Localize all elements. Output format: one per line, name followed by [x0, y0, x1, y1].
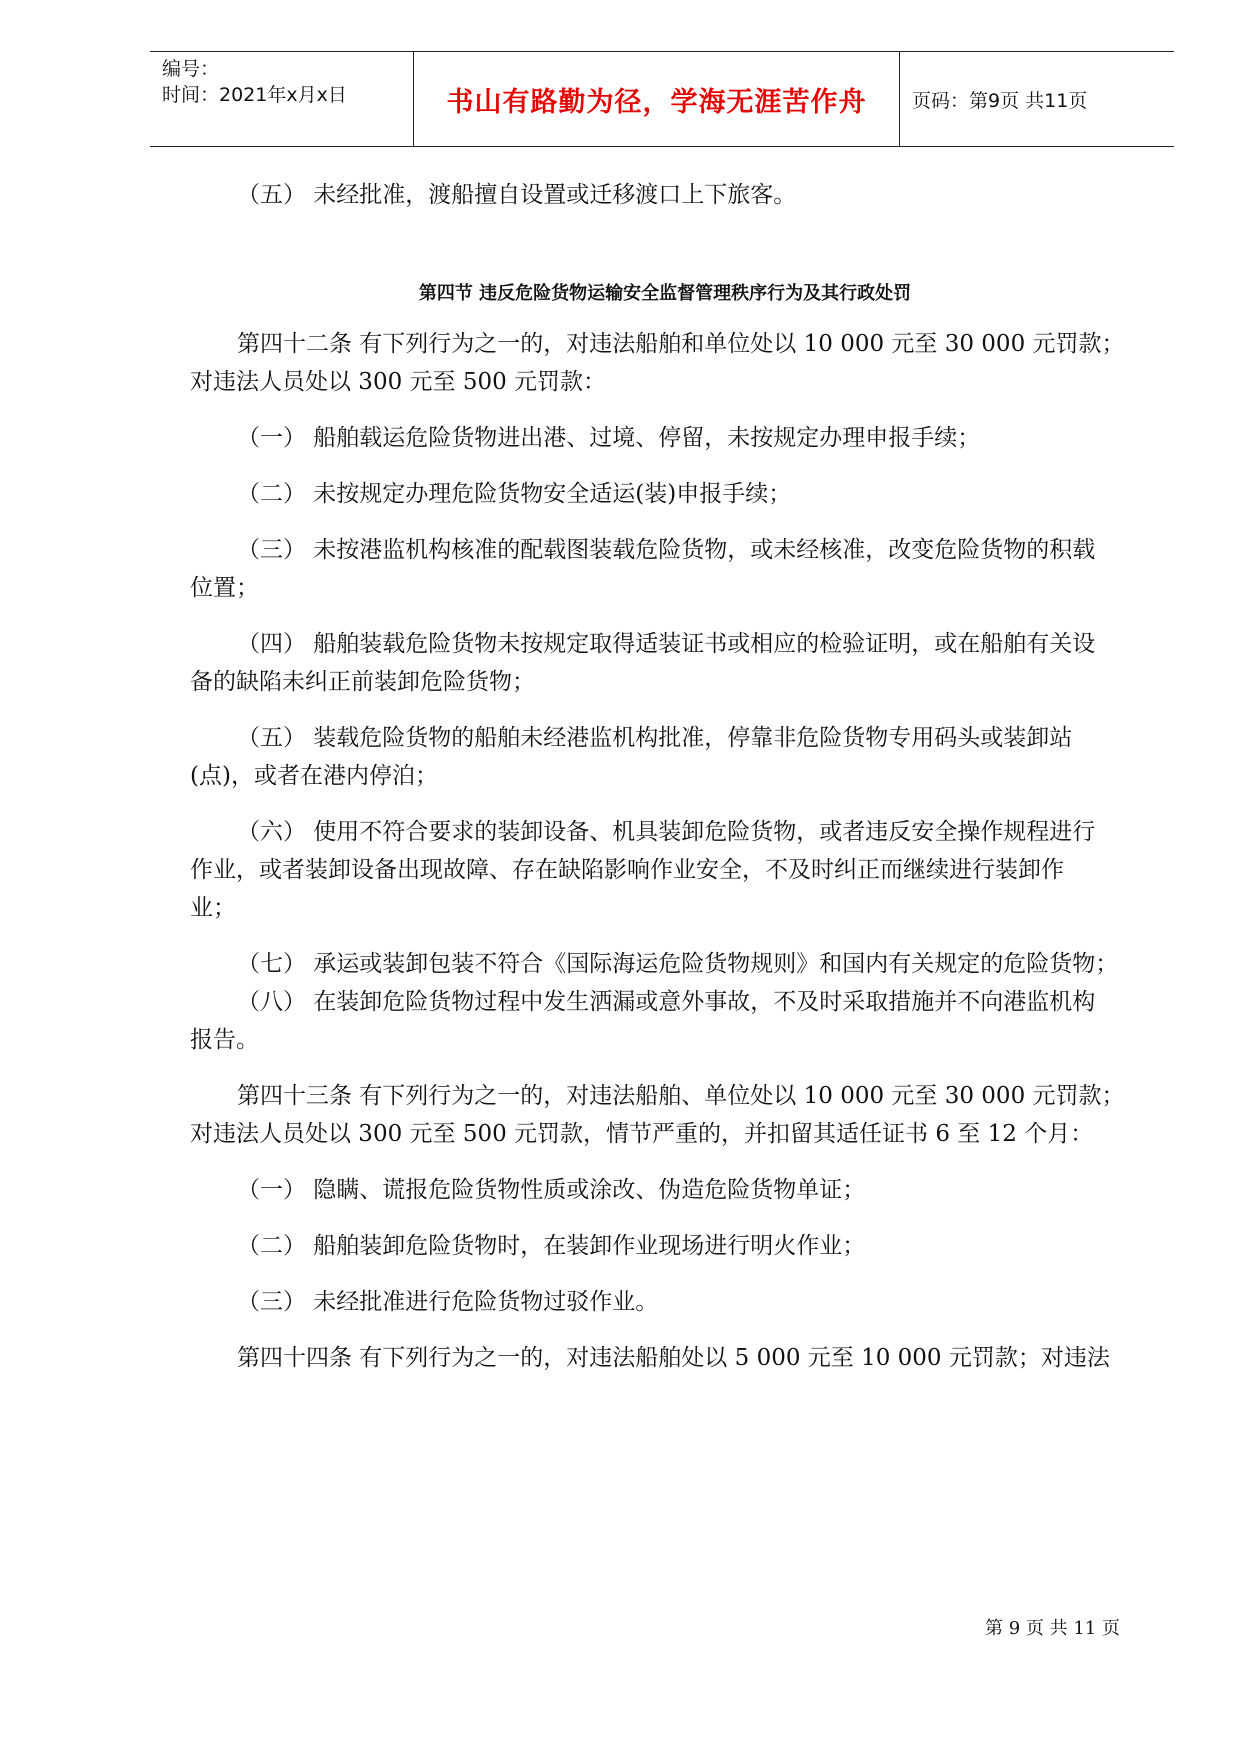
page-header: [150, 51, 1174, 147]
body-line: 作业，或者装卸设备出现故障、存在缺陷影响作业安全，不及时纠正而继续进行装卸作: [190, 857, 1064, 883]
body-line: （五） 装载危险货物的船舶未经港监机构批准，停靠非危险货物专用码头或装卸站: [237, 725, 1073, 751]
body-line: 第四十三条 有下列行为之一的，对违法船舶、单位处以 10 000 元至 30 000 元罚款；: [237, 1083, 1125, 1109]
body-line: （四） 船舶装载危险货物未按规定取得适装证书或相应的检验证明，或在船舶有关设: [237, 631, 1096, 657]
body-line: （八） 在装卸危险货物过程中发生洒漏或意外事故，不及时采取措施并不向港监机构: [237, 989, 1096, 1015]
body-line: （二） 船舶装卸危险货物时，在装卸作业现场进行明火作业；: [237, 1233, 866, 1259]
body-line: 业；: [190, 895, 236, 921]
header-page-info: 页码：第9页 共11页: [912, 89, 1088, 112]
header-motto: 书山有路勤为径，学海无涯苦作舟: [446, 86, 867, 118]
body-line: 备的缺陷未纠正前装卸危险货物；: [190, 669, 535, 695]
header-page-cell: [898, 52, 1174, 146]
body-line: （五） 未经批准，渡船擅自设置或迁移渡口上下旅客。: [237, 182, 797, 208]
body-line: 对违法人员处以 300 元至 500 元罚款，情节严重的，并扣留其适任证书 6 至 12 个月：: [190, 1121, 1094, 1147]
body-line: （七） 承运或装卸包装不符合《国际海运危险货物规则》和国内有关规定的危险货物；: [237, 951, 1119, 977]
header-meta: [150, 52, 413, 146]
document-date: 时间：2021年x月x日: [162, 84, 347, 106]
body-line: 第四十四条 有下列行为之一的，对违法船舶处以 5 000 元至 10 000 元罚款；对违法: [237, 1345, 1110, 1371]
section-heading: 第四节 违反危险货物运输安全监督管理秩序行为及其行政处罚: [418, 283, 912, 304]
page-footer: 第 9 页 共 11 页: [985, 1618, 1120, 1639]
body-line: （二） 未按规定办理危险货物安全适运(装)申报手续；: [237, 481, 792, 507]
body-line: （一） 隐瞒、谎报危险货物性质或涂改、伪造危险货物单证；: [237, 1177, 866, 1203]
body-line: 对违法人员处以 300 元至 500 元罚款：: [190, 369, 607, 395]
body-line: （一） 船舶载运危险货物进出港、过境、停留，未按规定办理申报手续；: [237, 425, 981, 451]
document-body: [190, 176, 1140, 1377]
body-line: 位置；: [190, 575, 259, 601]
body-line: （三） 未按港监机构核准的配载图装载危险货物，或未经核准，改变危险货物的积载: [237, 537, 1096, 563]
header-motto-cell: [413, 52, 900, 146]
body-line: （六） 使用不符合要求的装卸设备、机具装卸危险货物，或者违反安全操作规程进行: [237, 819, 1096, 845]
body-line: 第四十二条 有下列行为之一的，对违法船舶和单位处以 10 000 元至 30 000 元罚款；: [237, 331, 1125, 357]
body-line: （三） 未经批准进行危险货物过驳作业。: [237, 1289, 659, 1315]
body-line: (点)，或者在港内停泊；: [190, 763, 438, 789]
document-number-label: 编号：: [162, 58, 220, 80]
body-line: 报告。: [190, 1027, 259, 1053]
